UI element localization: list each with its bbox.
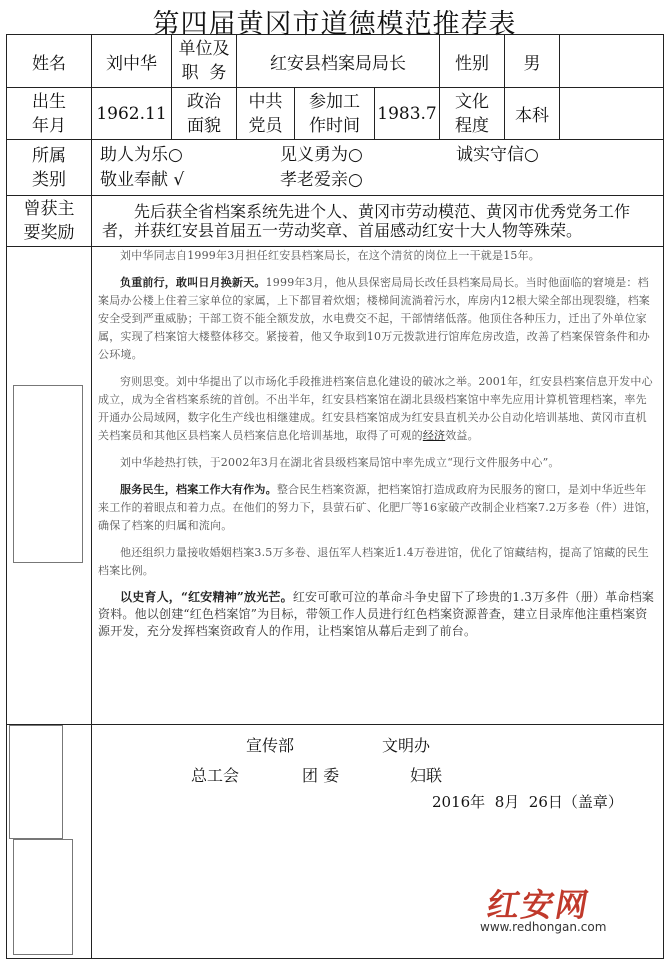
- gender-label: 性别: [440, 35, 505, 88]
- bio-text-7: 红安可歌可泣的革命斗争史留下了珍贵的1.3万多件（册）革命档案资料。他以创建“红色档案馆”为目标，带领工作人员进行红色档案资源普查，建立目录库他注重档案资源开发，充分发挥档案资政育人的作用，让档案馆从幕后走到了前台。: [98, 590, 655, 638]
- org-propaganda: 宣传部: [246, 736, 295, 755]
- gender-value: 男: [505, 35, 560, 88]
- economy-link[interactable]: 经济: [422, 429, 446, 442]
- bio-paragraph-1: 刘中华同志自1999年3月担任红安县档案局长，在这个清贫的岗位上一干就是15年。: [120, 249, 540, 262]
- category-label: [7, 140, 92, 196]
- bio-heading-3: 以史育人，“红安精神”放光芒。: [120, 590, 293, 604]
- unit-label-line2: 职 务: [181, 63, 227, 83]
- signature-label-box-bottom: [13, 839, 73, 955]
- awards-label-line2: 要奖励: [23, 223, 75, 243]
- deeds-label-cell: [7, 247, 92, 725]
- bio-paragraph-6: 他还组织力量接收婚姻档案3.5万多卷、退伍军人档案近1.4万卷进馆，优化了馆藏结构，提高了馆藏的民生档案比例。: [98, 546, 649, 577]
- category-option-helping: 助人为乐○: [100, 144, 183, 165]
- row-category: [7, 140, 664, 196]
- signature-label-box-top: [9, 725, 63, 839]
- politics-value: [237, 88, 295, 140]
- bio-text-3b: 效益。: [445, 429, 479, 442]
- category-label-line2: 类别: [32, 169, 66, 190]
- politics-label-line1: 政治: [187, 91, 221, 112]
- name-label: 姓名: [7, 35, 92, 88]
- deeds-text: [92, 247, 664, 725]
- birth-value: 1962.11: [92, 88, 172, 140]
- category-label-line1: 所属: [32, 145, 66, 166]
- watermark-url: www.redhongan.com: [480, 920, 607, 934]
- watermark-brand: 红安网: [484, 886, 594, 924]
- signature-label-cell: [7, 725, 92, 959]
- politics-label: [172, 88, 237, 140]
- awards-label: [7, 196, 92, 247]
- awards-label-line1: 曾获主: [23, 199, 75, 219]
- row-name: [7, 35, 664, 88]
- unit-value: 红安县档案局局长: [237, 35, 440, 88]
- name-value: 刘中华: [92, 35, 172, 88]
- org-womens-federation: 妇联: [410, 766, 443, 785]
- birth-label: [7, 88, 92, 140]
- bio-paragraph-4: 刘中华趁热打铁，于2002年3月在湖北省县级档案局馆中率先成立“现行文件服务中心”。: [120, 456, 560, 469]
- bio-paragraph-3: [98, 373, 657, 445]
- work-start-label: [295, 88, 375, 140]
- bio-paragraph-2: [98, 274, 657, 364]
- work-start-value: 1983.7: [375, 88, 440, 140]
- category-options: [92, 140, 664, 196]
- politics-value-line2: 党员: [248, 115, 283, 136]
- nomination-form-table: [6, 34, 664, 959]
- edu-label-line1: 文化: [455, 91, 490, 112]
- education-label: [440, 88, 505, 140]
- work-label-line1: 参加工: [309, 91, 360, 112]
- bio-paragraph-5: [98, 481, 657, 535]
- politics-value-line1: 中共: [248, 91, 283, 112]
- org-trade-union: 总工会: [191, 766, 240, 785]
- row-deeds: [7, 247, 664, 725]
- bio-heading-1: 负重前行，敢叫日月换新天。: [120, 276, 266, 289]
- education-value: 本科: [505, 88, 560, 140]
- category-option-honesty: 诚实守信○: [456, 144, 539, 165]
- row-awards: [7, 196, 664, 247]
- row-birth: [7, 88, 664, 140]
- bio-text-2: 1999年3月，他从县保密局局长改任县档案局局长。当时他面临的窘境是：档案局办公楼上住着三家单位的家属，上下都冒着炊烟；楼梯间流淌着污水，库房内12根大梁全部出现裂缝，档案安全受到严重威胁；干部工资不能全额发放，水电费交不起，干部情绪低落。他顶住各种压力，迁出了外单位家属，实现了档案馆大楼整体移交。紧接着，他又争取到10万元拨款进行馆库危房改造，改善了档案保管条件和办公环境。: [98, 276, 650, 361]
- category-option-dedication: 敬业奉献 √: [100, 169, 185, 190]
- bio-text-5: 整合民生档案资源，把档案馆打造成政府为民服务的窗口，是刘中华近些年来工作的着眼点和着力点。在他们的努力下，县萤石矿、化肥厂等16家破产改制企业档案7.2万多卷（件）进馆，确保了档案的归属和流向。: [98, 483, 657, 532]
- politics-label-line2: 面貌: [187, 115, 221, 136]
- birth-label-line1: 出生: [32, 91, 66, 112]
- bio-paragraph-7: [98, 589, 657, 640]
- category-option-bravery: 见义勇为○: [280, 144, 363, 165]
- awards-value: [92, 196, 664, 247]
- unit-label: [172, 35, 237, 88]
- edu-label-line2: 程度: [455, 115, 490, 136]
- bio-heading-2: 服务民生，档案工作大有作为。: [120, 483, 277, 496]
- signature-date: 2016年 8月 26日（盖章）: [432, 793, 623, 811]
- org-civilization: 文明办: [382, 736, 431, 755]
- work-label-line2: 作时间: [309, 115, 360, 136]
- blank-cell: [560, 35, 664, 88]
- bio-text-3a: 穷则思变。刘中华提出了以市场化手段推进档案信息化建设的破冰之举。2001年，红安县档案信息开发中心成立，成为全省档案系统的首创。不出半年，红安县档案馆在湖北县级档案馆中率先应用计算机管理档案，率先开通办公局域网，数字化生产线也相继建成。红安县档案馆成为红安县直机关办公自动化培训基地、黄冈市直机关档案员和其他区县档案人员档案信息化培训基地，取得了可观的: [98, 375, 653, 442]
- birth-label-line2: 年月: [32, 115, 66, 136]
- deeds-label-box: [13, 385, 83, 563]
- form-title: 第四届黄冈市道德模范推荐表: [152, 9, 517, 40]
- category-option-filial: 孝老爱亲○: [280, 169, 363, 190]
- blank-cell: [560, 88, 664, 140]
- org-youth-league: 团 委: [302, 766, 340, 785]
- unit-label-line1: 单位及: [178, 39, 230, 59]
- awards-text: 先后获全省档案系统先进个人、黄冈市劳动模范、黄冈市优秀党务工作者，并获红安县首届五一劳动奖章、首届感动红安十大人物等殊荣。: [102, 202, 631, 240]
